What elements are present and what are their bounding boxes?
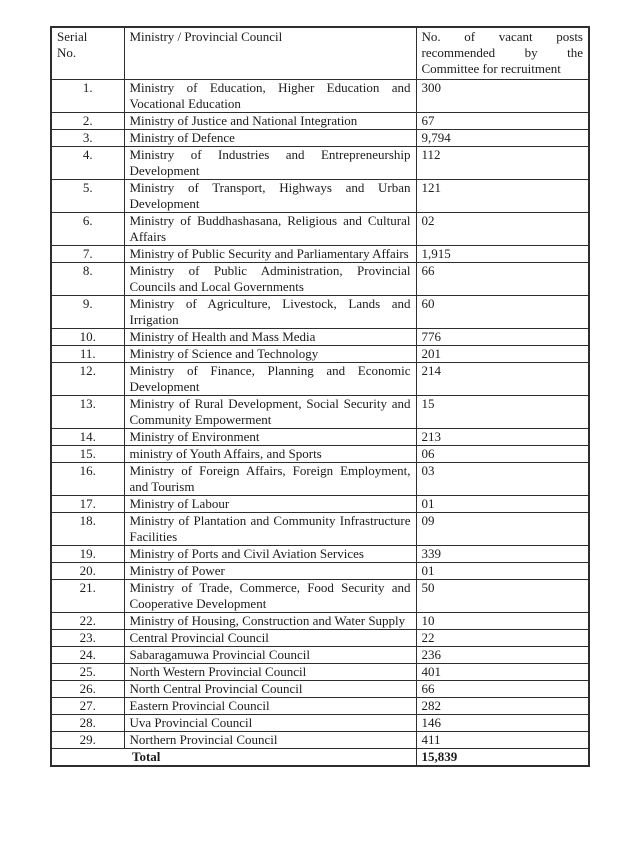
table-row [51,463,589,496]
table-row [51,513,589,546]
table-row [51,446,589,463]
vacant-count-cell: 146 [416,715,589,732]
table-row [51,246,589,263]
serial-cell: 13. [51,396,124,429]
table-row [51,80,589,113]
ministry-cell: Ministry of Finance, Planning and Economic Development [124,363,416,396]
vacant-count-cell: 02 [416,213,589,246]
vacant-count-cell: 300 [416,80,589,113]
ministry-cell: Ministry of Buddhashasana, Religious and Cultural Affairs [124,213,416,246]
vacancy-table [50,26,590,767]
total-label-cell: Total [51,749,416,767]
serial-cell: 11. [51,346,124,363]
ministry-cell: Ministry of Plantation and Community Infrastructure Facilities [124,513,416,546]
ministry-cell: ministry of Youth Affairs, and Sports [124,446,416,463]
vacant-count-cell: 112 [416,147,589,180]
serial-cell: 22. [51,613,124,630]
serial-cell: 27. [51,698,124,715]
serial-cell: 14. [51,429,124,446]
ministry-cell: Ministry of Rural Development, Social Security and Community Empowerment [124,396,416,429]
table-row [51,296,589,329]
serial-cell: 21. [51,580,124,613]
ministry-cell: Ministry of Foreign Affairs, Foreign Employment, and Tourism [124,463,416,496]
ministry-cell: Ministry of Science and Technology [124,346,416,363]
serial-cell: 4. [51,147,124,180]
vacant-count-cell: 15 [416,396,589,429]
ministry-cell: North Western Provincial Council [124,664,416,681]
table-row [51,263,589,296]
ministry-cell: Eastern Provincial Council [124,698,416,715]
vacant-count-cell: 339 [416,546,589,563]
table-row [51,698,589,715]
ministry-cell: Sabaragamuwa Provincial Council [124,647,416,664]
table-body [51,80,589,749]
serial-cell: 16. [51,463,124,496]
ministry-cell: Ministry of Ports and Civil Aviation Services [124,546,416,563]
table-row [51,732,589,749]
serial-cell: 28. [51,715,124,732]
serial-cell: 26. [51,681,124,698]
table-row [51,681,589,698]
ministry-cell: Ministry of Industries and Entrepreneurship Development [124,147,416,180]
vacant-count-cell: 201 [416,346,589,363]
vacant-count-cell: 03 [416,463,589,496]
ministry-cell: Ministry of Housing, Construction and Water Supply [124,613,416,630]
ministry-cell: Ministry of Environment [124,429,416,446]
serial-cell: 7. [51,246,124,263]
serial-cell: 5. [51,180,124,213]
table-row [51,546,589,563]
serial-cell: 23. [51,630,124,647]
ministry-cell: Northern Provincial Council [124,732,416,749]
table-row [51,715,589,732]
serial-cell: 2. [51,113,124,130]
vacant-count-cell: 121 [416,180,589,213]
ministry-cell: Ministry of Health and Mass Media [124,329,416,346]
vacant-count-cell: 401 [416,664,589,681]
table-row [51,130,589,147]
table-row [51,213,589,246]
serial-cell: 12. [51,363,124,396]
serial-cell: 1. [51,80,124,113]
serial-cell: 17. [51,496,124,513]
ministry-cell: Ministry of Education, Higher Education and Vocational Education [124,80,416,113]
serial-cell: 29. [51,732,124,749]
vacant-count-cell: 10 [416,613,589,630]
ministry-cell: Ministry of Public Administration, Provincial Councils and Local Governments [124,263,416,296]
table-row [51,180,589,213]
vacant-count-cell: 1,915 [416,246,589,263]
ministry-cell: Ministry of Agriculture, Livestock, Lands and Irrigation [124,296,416,329]
serial-cell: 25. [51,664,124,681]
table-row [51,346,589,363]
ministry-cell: Ministry of Justice and National Integration [124,113,416,130]
serial-cell: 19. [51,546,124,563]
table-row [51,496,589,513]
vacant-count-cell: 01 [416,563,589,580]
table-row [51,396,589,429]
vacant-count-cell: 411 [416,732,589,749]
serial-cell: 18. [51,513,124,546]
serial-cell: 6. [51,213,124,246]
header-ministry: Ministry / Provincial Council [124,27,416,80]
serial-cell: 10. [51,329,124,346]
ministry-cell: Ministry of Labour [124,496,416,513]
ministry-cell: Ministry of Power [124,563,416,580]
header-vacant-posts: No. of vacant posts recommended by the Committee for recruitment [416,27,589,80]
ministry-cell: Central Provincial Council [124,630,416,647]
header-serial: Serial No. [51,27,124,80]
vacant-count-cell: 22 [416,630,589,647]
vacant-count-cell: 67 [416,113,589,130]
vacant-count-cell: 214 [416,363,589,396]
table-row [51,580,589,613]
serial-cell: 3. [51,130,124,147]
serial-cell: 24. [51,647,124,664]
vacant-count-cell: 01 [416,496,589,513]
vacant-count-cell: 213 [416,429,589,446]
ministry-cell: Ministry of Defence [124,130,416,147]
table-row [51,630,589,647]
table-header-row [51,27,589,80]
vacant-count-cell: 9,794 [416,130,589,147]
ministry-cell: Ministry of Public Security and Parliamentary Affairs [124,246,416,263]
total-value-cell: 15,839 [416,749,589,767]
vacant-count-cell: 09 [416,513,589,546]
table-header [51,27,589,80]
table-row [51,429,589,446]
vacant-count-cell: 60 [416,296,589,329]
vacant-count-cell: 66 [416,681,589,698]
serial-cell: 8. [51,263,124,296]
table-row [51,647,589,664]
vacant-count-cell: 50 [416,580,589,613]
table-row [51,113,589,130]
ministry-cell: Ministry of Trade, Commerce, Food Security and Cooperative Development [124,580,416,613]
serial-cell: 9. [51,296,124,329]
vacant-count-cell: 282 [416,698,589,715]
ministry-cell: North Central Provincial Council [124,681,416,698]
vacant-count-cell: 236 [416,647,589,664]
serial-cell: 20. [51,563,124,580]
vacant-count-cell: 776 [416,329,589,346]
table-row [51,329,589,346]
ministry-cell: Ministry of Transport, Highways and Urban Development [124,180,416,213]
ministry-cell: Uva Provincial Council [124,715,416,732]
table-row [51,363,589,396]
vacant-count-cell: 06 [416,446,589,463]
total-row [51,749,589,767]
table-row [51,563,589,580]
table-footer [51,749,589,767]
table-row [51,147,589,180]
serial-cell: 15. [51,446,124,463]
vacant-count-cell: 66 [416,263,589,296]
table-row [51,664,589,681]
table-row [51,613,589,630]
